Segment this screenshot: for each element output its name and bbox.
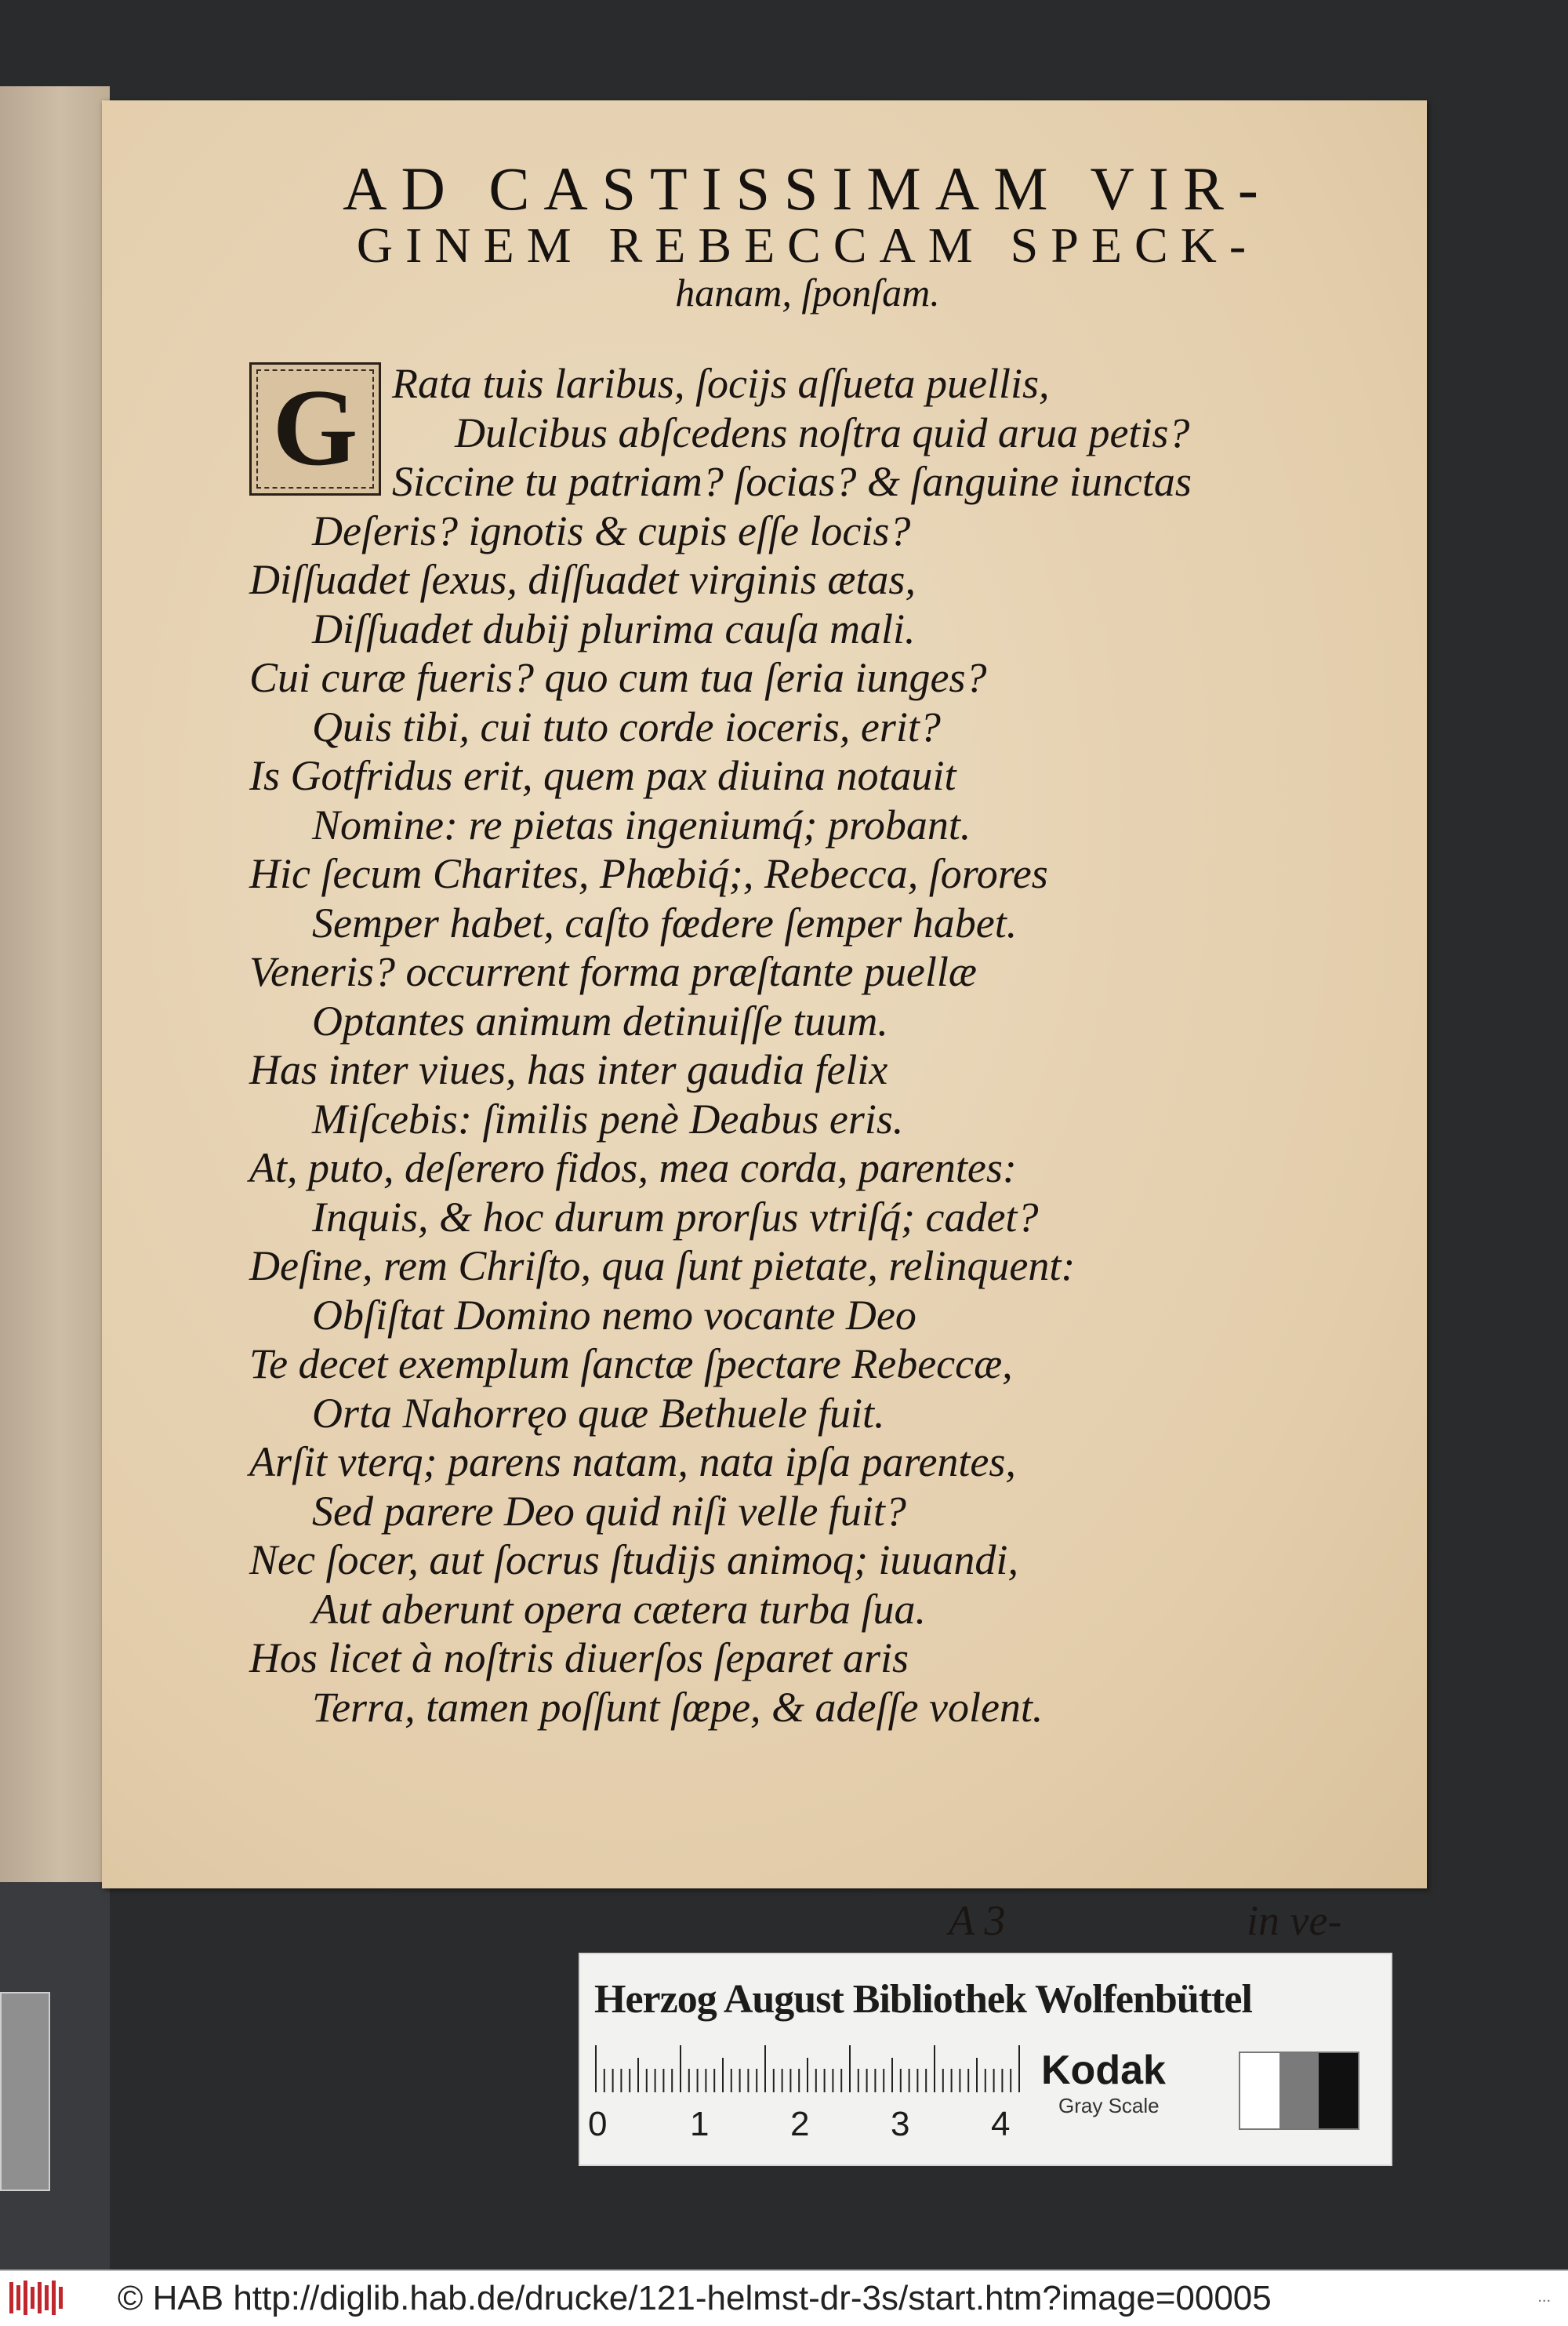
verse-line: Nomine: re pietas ingeniumq́; probant. <box>312 801 971 849</box>
verse-line: Rata tuis laribus, ſocijs aſſueta puellis, <box>392 360 1050 407</box>
verse-line: Veneris? occurrent forma præſtante puellæ <box>249 948 977 995</box>
verse-line: Hos licet à noſtris diuerſos ſeparet aris <box>249 1634 909 1681</box>
verse-line: Obſiſtat Domino nemo vocante Deo <box>312 1291 916 1339</box>
verse-line: At, puto, deſerero fidos, mea corda, parentes: <box>249 1144 1017 1191</box>
gray-swatches <box>1239 2052 1359 2130</box>
verse-line: Diſſuadet dubij plurima cauſa mali. <box>312 605 916 652</box>
signature-mark: A 3 <box>949 1897 1006 1944</box>
verse-line: Optantes animum detinuiſſe tuum. <box>312 997 888 1045</box>
verse-line: Semper habet, caſto fœdere ſemper habet. <box>312 899 1018 947</box>
hab-logo-icon <box>8 2279 64 2317</box>
verse-line: Orta Nahorręo quæ Bethuele fuit. <box>312 1389 885 1437</box>
verse-line: Sed parere Deo quid niſi velle fuit? <box>312 1487 906 1535</box>
initial-letter: G <box>272 367 358 489</box>
ruler-number: 2 <box>790 2105 810 2143</box>
heading-line-2: GINEM REBECCAM SPECK- <box>356 217 1259 273</box>
book-page <box>102 100 1427 1944</box>
verse-line: Dulcibus abſcedens noſtra quid arua petis? <box>455 409 1190 456</box>
verse-line: Inquis, & hoc durum prorſus vtriſq́; cadet? <box>312 1193 1039 1241</box>
verse-line: Hic ſecum Charites, Phœbiq́;, Rebecca, ſorores <box>249 850 1048 897</box>
previous-page-tab <box>0 1992 50 2191</box>
ruler-scale <box>593 2045 1024 2092</box>
verse-line: Siccine tu patriam? ſocias? & ſanguine iunctas <box>392 458 1192 505</box>
library-name: Herzog August Bibliothek Wolfenbüttel <box>594 1977 1252 2022</box>
gray-scale-label: Gray Scale <box>1058 2094 1160 2117</box>
verse-line: Miſcebis: ſimilis penè Deabus eris. <box>312 1095 904 1143</box>
ruler-number: 1 <box>690 2105 710 2143</box>
footer-dots: ... <box>1537 2288 1551 2306</box>
verse-line: Deſine, rem Chriſto, qua ſunt pietate, relinquent: <box>249 1242 1076 1289</box>
ruler-number: 4 <box>991 2105 1011 2143</box>
ruler-number: 0 <box>588 2105 608 2143</box>
swatch-gray <box>1279 2053 1319 2128</box>
verse-line: Diſſuadet ſexus, diſſuadet virginis ætas, <box>249 556 916 603</box>
verse-line: Aut aberunt opera cætera turba ſua. <box>312 1585 926 1633</box>
ruler-number: 3 <box>891 2105 910 2143</box>
kodak-logo: Kodak <box>1041 2048 1166 2093</box>
heading-line-1: AD CASTISSIMAM VIR- <box>343 154 1272 223</box>
color-reference-card <box>579 1953 1392 2166</box>
verse-line: Has inter viues, has inter gaudia felix <box>249 1046 888 1093</box>
viewer-footer <box>0 2270 1568 2326</box>
verse-line: Nec ſocer, aut ſocrus ſtudijs animoq; iuuandi, <box>249 1536 1018 1583</box>
catchword: in ve- <box>1247 1897 1342 1944</box>
verse-line: Terra, tamen poſſunt ſœpe, & adeſſe volent. <box>312 1683 1044 1731</box>
verse-line: Te decet exemplum ſanctæ ſpectare Rebeccæ, <box>249 1340 1013 1387</box>
swatch-black <box>1319 2053 1358 2128</box>
verse-line: Deſeris? ignotis & cupis eſſe locis? <box>312 507 911 554</box>
verse-line: Quis tibi, cui tuto corde ioceris, erit? <box>312 703 941 750</box>
verse-line: Arſit vterq; parens natam, nata ipſa parentes, <box>249 1438 1016 1485</box>
verse-line: Is Gotfridus erit, quem pax diuina notauit <box>249 752 956 799</box>
ornamental-initial <box>249 362 381 496</box>
heading-line-3: hanam, ſponſam. <box>675 271 940 314</box>
footer-url[interactable]: © HAB http://diglib.hab.de/drucke/121-helmst-dr-3s/start.htm?image=00005 <box>118 2279 1272 2317</box>
verse-line: Cui curæ fueris? quo cum tua ſeria iunges? <box>249 654 987 701</box>
swatch-white <box>1240 2053 1279 2128</box>
